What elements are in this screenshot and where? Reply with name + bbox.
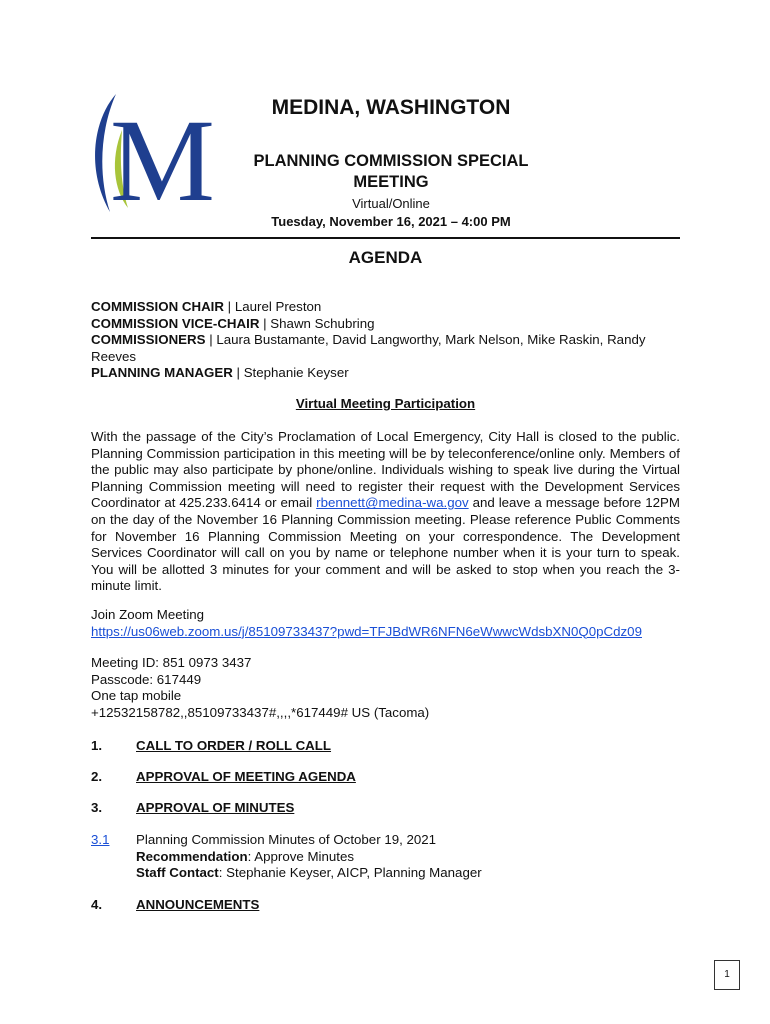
chair-label: COMMISSION CHAIR (91, 299, 224, 314)
recommendation-value: : Approve Minutes (247, 848, 355, 864)
page-number: 1 (714, 960, 740, 990)
roster-vice-chair: COMMISSION VICE-CHAIR | Shawn Schubring (91, 315, 375, 331)
coordinator-email-link[interactable]: rbennett@medina-wa.gov (316, 495, 469, 511)
one-tap-label: One tap mobile (91, 688, 182, 704)
agenda-item-number: 4. (91, 897, 103, 912)
meeting-title (246, 151, 536, 193)
subitem-body (136, 832, 676, 882)
meeting-datetime: Tuesday, November 16, 2021 – 4:00 PM (271, 214, 511, 229)
meeting-info (91, 655, 680, 721)
roster-manager: PLANNING MANAGER | Stephanie Keyser (91, 365, 349, 380)
vice-chair-name: Shawn Schubring (270, 315, 375, 331)
participation-text-part1: With the passage of the City’s Proclamation of Local Emergency, City Hall is closed to the public. Planning Commission participation in this meeting will be by teleconference/online only. Members of the public may also participate by phone/online. Individuals wishing to speak live during the Virtual Planning Commission meeting will need to register their request with the Development Services Coordinator at 425.233.6414 or email (91, 429, 680, 511)
virtual-participation-text (91, 429, 680, 595)
agenda-item-title: APPROVAL OF MINUTES (136, 800, 295, 815)
agenda-heading: AGENDA (348, 248, 423, 267)
vice-chair-label: COMMISSION VICE-CHAIR (91, 315, 260, 331)
zoom-label: Join Zoom Meeting (91, 607, 205, 622)
staff-contact-label: Staff Contact (136, 865, 219, 881)
subitem-staff-contact (136, 865, 676, 882)
roster-commissioners: COMMISSIONERS | Laura Bustamante, David Langworthy, Mark Nelson, Mike Raskin, Randy Reeves (91, 332, 646, 364)
meeting-passcode: Passcode: 617449 (91, 671, 202, 687)
agenda-item-title: ANNOUNCEMENTS (136, 897, 260, 912)
subitem-number-link[interactable]: 3.1 (91, 832, 110, 847)
recommendation-label: Recommendation (136, 848, 248, 864)
meeting-title-line2: MEETING (353, 173, 429, 191)
commission-roster (91, 299, 680, 382)
header-divider (91, 237, 680, 239)
staff-contact-value: : Stephanie Keyser, AICP, Planning Manager (218, 865, 482, 881)
svg-text:M: M (110, 95, 215, 220)
commissioners-label: COMMISSIONERS (91, 332, 206, 347)
zoom-block (91, 607, 711, 640)
agenda-item-title: APPROVAL OF MEETING AGENDA (136, 769, 356, 784)
medina-logo (88, 90, 228, 220)
agenda-item-number: 1. (91, 738, 103, 753)
agenda-item-number: 2. (91, 769, 103, 784)
subitem-title: Planning Commission Minutes of October 19, 2021 (136, 832, 437, 847)
manager-name: Stephanie Keyser (243, 365, 349, 380)
chair-name: Laurel Preston (234, 299, 322, 314)
roster-chair: COMMISSION CHAIR | Laurel Preston (91, 299, 322, 314)
participation-text-part2: and leave a message before 12PM on the day of the November 16 Planning Commission meeting. Please reference Public Comments for November 16 Planning Commission Meeting on your correspondence. The Development Services Coordinator will call on you by name or telephone number when it is your turn to speak. You will be allotted 3 minutes for your comment and will be asked to stop when you reach the 3-minute limit. (91, 495, 680, 594)
meeting-id: Meeting ID: 851 0973 3437 (91, 655, 252, 670)
agenda-item-title: CALL TO ORDER / ROLL CALL (136, 738, 332, 753)
subitem-recommendation (136, 849, 676, 866)
city-title: MEDINA, WASHINGTON (271, 96, 511, 119)
zoom-link[interactable]: https://us06web.zoom.us/j/85109733437?pwd=TFJBdWR6NFN6eWwwcWdsbXN0Q0pCdz09 (91, 623, 642, 639)
manager-label: PLANNING MANAGER (91, 365, 233, 380)
one-tap-phone: +12532158782,,85109733437#,,,,*617449# US (Tacoma) (91, 704, 430, 720)
virtual-participation-heading: Virtual Meeting Participation (295, 396, 476, 411)
meeting-title-line1: PLANNING COMMISSION SPECIAL (253, 152, 529, 170)
meeting-location: Virtual/Online (352, 196, 430, 211)
agenda-item-number: 3. (91, 800, 103, 815)
commissioners-names: Laura Bustamante, David Langworthy, Mark Nelson, Mike Raskin, Randy Reeves (91, 332, 646, 364)
